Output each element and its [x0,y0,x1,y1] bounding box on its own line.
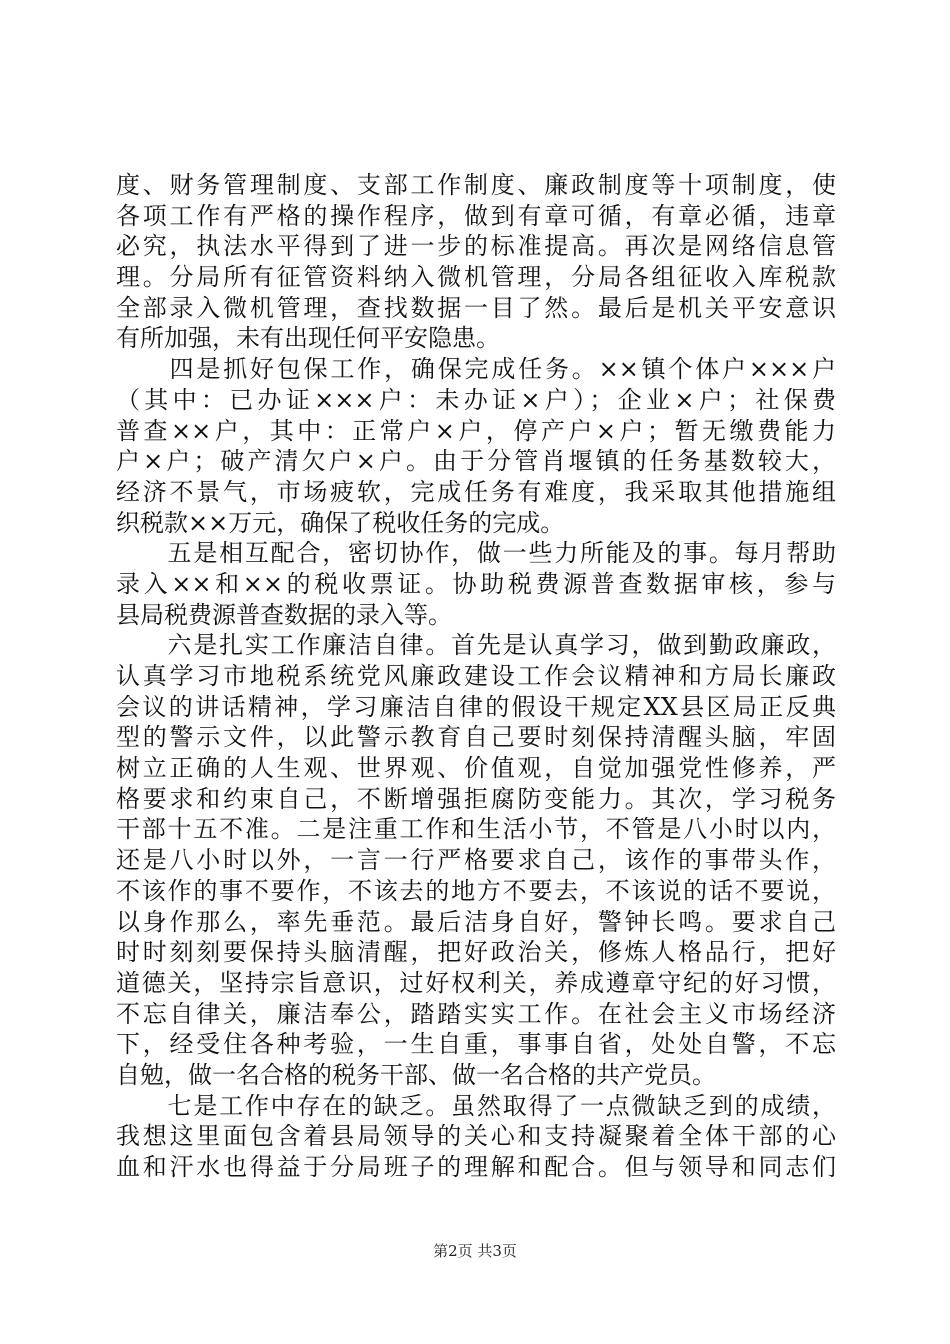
text-line: 全部录入微机管理，查找数据一目了然。最后是机关平安意识 [116,293,836,322]
text-line: 普查××户，其中：正常户×户，停产户×户；暂无缴费能力 [116,416,836,445]
text-line: 县局税费源普查数据的录入等。 [116,600,452,629]
text-line: 经济不景气，市场疲软，完成任务有难度，我采取其他措施组 [116,477,836,506]
text-line: 认真学习市地税系统党风廉政建设工作会议精神和方局长廉政 [116,662,836,690]
text-line: 六是扎实工作廉洁自律。首先是认真学习，做到勤政廉政， [116,631,836,660]
text-line: 以身作那么，率先垂范。最后洁身自好，警钟长鸣。要求自己 [116,907,836,936]
text-line: 度、财务管理制度、支部工作制度、廉政制度等十项制度，使 [116,171,836,199]
text-line: 理。分局所有征管资料纳入微机管理，分局各组征收入库税款 [116,263,836,292]
text-line: 各项工作有严格的操作程序，做到有章可循，有章必循，违章 [116,201,836,230]
text-line: 下，经受住各种考验，一生自重，事事自省，处处自警，不忘 [116,1030,836,1059]
text-line: 还是八小时以外，一言一行严格要求自己，该作的事带头作， [116,846,836,875]
text-line: 自勉，做一名合格的税务干部、做一名合格的共产党员。 [116,1060,716,1089]
text-line: 四是抓好包保工作，确保完成任务。××镇个体户×××户 [116,355,836,384]
text-line: 道德关，坚持宗旨意识，过好权利关，养成遵章守纪的好习惯， [116,968,836,997]
text-line: 格要求和约束自己，不断增强拒腐防变能力。其次，学习税务 [116,784,836,813]
text-line: 时时刻刻要保持头脑清醒，把好政治关，修炼人格品行，把好 [116,938,836,967]
text-line: 型的警示文件，以此警示教育自己要时刻保持清醒头脑，牢固 [116,723,836,752]
text-line: 我想这里面包含着县局领导的关心和支持凝聚着全体干部的心 [116,1122,836,1151]
text-line: 干部十五不准。二是注重工作和生活小节，不管是八小时以内， [116,815,836,844]
text-line: 会议的讲话精神，学习廉洁自律的假设干规定XX县区局正反典 [116,692,836,721]
text-line: 七是工作中存在的缺乏。虽然取得了一点微缺乏到的成绩， [116,1091,836,1120]
text-line: 户×户；破产清欠户×户。由于分管肖堰镇的任务基数较大， [116,447,836,476]
text-line: 录入××和××的税收票证。协助税费源普查数据审核，参与 [116,569,836,598]
text-line: 不忘自律关，廉洁奉公，踏踏实实工作。在社会主义市场经济 [116,999,836,1028]
text-line: （其中：已办证×××户：未办证×户）；企业×户；社保费 [116,385,836,414]
text-line: 必究，执法水平得到了进一步的标准提高。再次是网络信息管 [116,232,836,261]
text-line: 树立正确的人生观、世界观、价值观，自觉加强党性修养，严 [116,754,836,783]
text-line: 血和汗水也得益于分局班子的理解和配合。但与领导和同志们 [116,1153,836,1181]
page-footer: 第2页 共3页 [433,1242,517,1260]
text-line: 织税款××万元，确保了税收任务的完成。 [116,508,565,537]
text-line: 五是相互配合，密切协作，做一些力所能及的事。每月帮助 [116,539,836,568]
text-line: 不该作的事不要作，不该去的地方不要去，不该说的话不要说， [116,876,836,905]
text-line: 有所加强，未有出现任何平安隐患。 [116,324,500,353]
document-body [116,170,836,1183]
